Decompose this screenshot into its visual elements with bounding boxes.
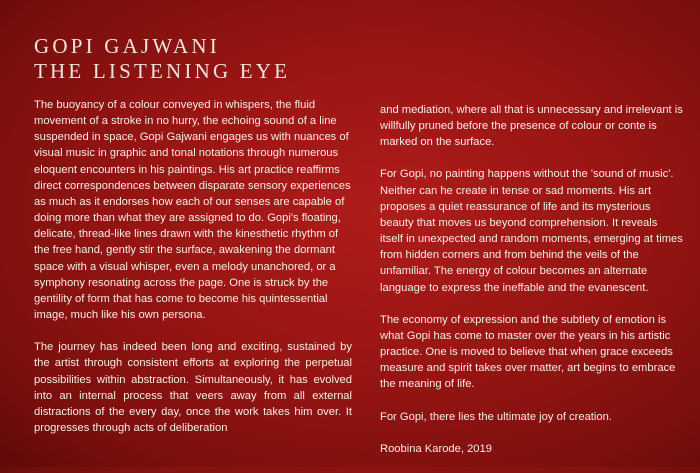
exhibition-name: THE LISTENING EYE <box>34 59 291 83</box>
right-text-column <box>380 102 683 473</box>
paragraph-sound-of-music: For Gopi, no painting happens without the 'sound of music'. Neither can he create in tense or sad moments. His art proposes a quiet reassurance of life and its mysterious beauty that moves us beyond comprehension. It reveals itself in unexpected and random moments, emerging at times from hidden corners and from behind the veils of the unfamiliar. The energy of colour becomes an alternate language to express the ineffable and the evanescent. <box>380 168 683 294</box>
artist-name: GOPI GAJWANI <box>34 34 220 58</box>
exhibition-title <box>34 34 290 84</box>
paragraph-joy: For Gopi, there lies the ultimate joy of creation. <box>380 410 612 423</box>
paragraph-economy: The economy of expression and the subtlety of emotion is what Gopi has come to master over the years in his artistic practice. One is moved to believe that when grace exceeds measure and spirit takes over matter, art begins to embrace the meaning of life. <box>380 313 676 391</box>
paragraph-journey: The journey has indeed been long and exciting, sustained by the artist through consistent efforts at exploring the perpetual possibilities within abstraction. Simultaneously, it has evolved into an internal process that veers away from all external distractions of the every day, once the work takes him over. It progresses through acts of deliberation <box>34 341 352 434</box>
paragraph-intro: The buoyancy of a colour conveyed in whispers, the fluid movement of a stroke in no hurry, the echoing sound of a line suspended in space, Gopi Gajwani engages us with nuances of visual music in graphic and tonal notations through numerous eloquent encounters in his paintings. His art practice reaffirms direct correspondences between disparate sensory experiences as much as it endorses how each of our senses are capable of doing more than what they are assigned to do. Gopi's floating, delicate, thread-like lines drawn with the kinesthetic rhythm of the free hand, gently stir the surface, awakening the dormant space with a visual whisper, even a melody unanchored, or a symphony resonating across the page. One is struck by the gentility of form that has come to become his quintessential image, much like his own persona. <box>34 99 351 322</box>
paragraph-mediation: and mediation, where all that is unnecessary and irrelevant is willfully pruned before the presence of colour or conte is marked on the surface. <box>380 104 683 149</box>
author-signature: Roobina Karode, 2019 <box>380 442 492 455</box>
left-text-column <box>34 97 352 452</box>
